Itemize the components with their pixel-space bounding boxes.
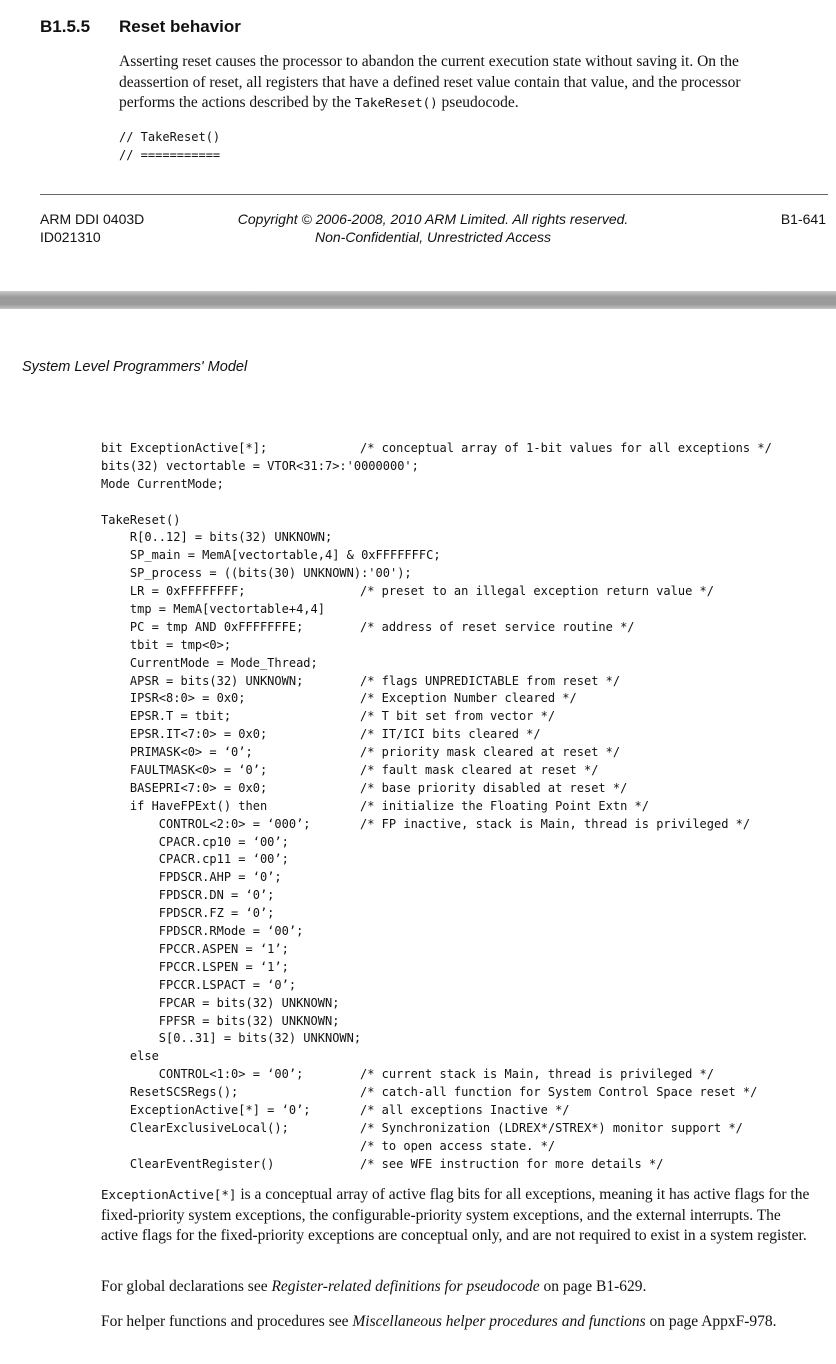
pseudocode-comment: /* base priority disabled at reset */ [360, 780, 628, 795]
pseudocode-line [101, 869, 441, 887]
intro-text-after: pseudocode. [437, 94, 519, 111]
pseudocode-line [101, 1102, 570, 1120]
footer-page-number: B1-641 [780, 211, 826, 227]
pseudocode-line [101, 726, 541, 744]
pseudocode-statement: EPSR.IT<7:0> = 0x0; [101, 727, 268, 742]
pseudocode-statement: R[0..12] = bits(32) UNKNOWN; [101, 530, 333, 545]
pseudocode-statement: tbit = tmp<0>; [101, 637, 232, 652]
pseudocode-statement: FPCCR.LSPACT = ‘0’; [101, 977, 297, 992]
pseudocode-statement: FAULTMASK<0> = ‘0’; [101, 763, 268, 778]
pseudocode-statement: FPCCR.LSPEN = ‘1’; [101, 959, 289, 974]
pseudocode-statement: CONTROL<2:0> = ‘000’; [101, 816, 311, 831]
pseudocode-comment: /* preset to an illegal exception return value */ [360, 584, 715, 599]
pseudocode-line [101, 458, 441, 476]
pseudocode-line [101, 977, 441, 995]
pseudocode-line [101, 512, 441, 530]
pseudocode-line [101, 565, 441, 583]
intro-text-before: Asserting reset causes the processor to abandon the current execution state without saving it. On the deassertion of reset, all registers that have a defined reset value contain that value, and the processor performs the actions described by the [119, 53, 741, 111]
pseudocode-line [101, 547, 441, 565]
pseudocode-statement: tmp = MemA[vectortable+4,4] [101, 602, 325, 617]
chapter-header: System Level Programmers' Model [22, 359, 248, 375]
pseudocode-statement: ClearEventRegister() [101, 1156, 275, 1171]
pseudocode-statement: CPACR.cp10 = ‘00’; [101, 834, 289, 849]
pseudocode-statement: bits(32) vectortable = VTOR<31:7>:'0000000'; [101, 458, 419, 473]
pseudocode-statement: FPDSCR.RMode = ‘00’; [101, 924, 304, 939]
copyright-text: Copyright © 2006-2008, 2010 ARM Limited. All rights reserved. [237, 211, 629, 227]
pseudocode-line [101, 1048, 441, 1066]
pseudocode-comment: /* T bit set from vector */ [360, 709, 556, 724]
doc-sub-id: ID021310 [40, 229, 101, 245]
pseudocode-line [101, 1030, 441, 1048]
pseudocode-line [101, 816, 751, 834]
paragraph-text: is a conceptual array of active flag bits for all exceptions, meaning it has active flags for the fixed-priority system exceptions, the configurable-priority system exceptions, and the external interrupts. The active flags for the fixed-priority exceptions are conceptual only, and are not required to exist in a system register. [101, 1186, 810, 1244]
section-number: B1.5.5 [40, 17, 91, 36]
pseudocode-statement: EPSR.T = tbit; [101, 709, 232, 724]
pseudocode-line [101, 708, 556, 726]
pseudocode-statement: Mode CurrentMode; [101, 476, 224, 491]
pseudocode-statement: FPCCR.ASPEN = ‘1’; [101, 941, 289, 956]
pseudocode-statement: SP_main = MemA[vectortable,4] & 0xFFFFFFFC; [101, 548, 441, 563]
pseudocode-line [101, 851, 441, 869]
pseudocode-statement: SP_process = ((bits(30) UNKNOWN):'00'); [101, 566, 412, 581]
pseudocode-line [101, 637, 441, 655]
pseudocode-statement: bit ExceptionActive[*]; [101, 441, 268, 455]
pseudocode-comment: /* fault mask cleared at reset */ [360, 763, 599, 778]
paragraph-exception-active [101, 1185, 811, 1247]
pseudocode-line [101, 995, 441, 1013]
pseudocode-line [101, 1138, 556, 1156]
pseudocode-line [101, 476, 441, 494]
paragraph-globals [101, 1277, 811, 1298]
pseudocode-line [101, 673, 621, 691]
pseudocode-line [101, 601, 441, 619]
pseudocode-line [101, 834, 441, 852]
pseudocode-statement: ExceptionActive[*] = ‘0’; [101, 1102, 311, 1117]
page-separator [0, 291, 836, 309]
pseudocode-comment: /* FP inactive, stack is Main, thread is privileged */ [360, 816, 751, 831]
pseudocode-comment: /* to open access state. */ [360, 1138, 556, 1153]
pseudocode-comment: /* Exception Number cleared */ [360, 691, 577, 706]
pseudocode-comment: /* conceptual array of 1-bit values for all exceptions */ [360, 441, 772, 455]
pseudocode-comment: /* Synchronization (LDREX*/STREX*) monitor support */ [360, 1120, 743, 1135]
pseudocode-statement: else [101, 1049, 159, 1064]
pseudocode-line [101, 905, 441, 923]
pseudocode-comment: /* address of reset service routine */ [360, 619, 635, 634]
code-snippet-top [119, 128, 220, 164]
pseudocode-statement: FPFSR = bits(32) UNKNOWN; [101, 1013, 340, 1028]
pseudocode-line [101, 887, 441, 905]
pseudocode-comment: /* see WFE instruction for more details */ [360, 1156, 664, 1171]
paragraph-text: For helper functions and procedures see [101, 1313, 353, 1330]
pseudocode-statement: BASEPRI<7:0> = 0x0; [101, 780, 268, 795]
pseudocode-statement: CurrentMode = Mode_Thread; [101, 655, 318, 670]
pseudocode-line [101, 1120, 743, 1138]
pseudocode-line [101, 619, 635, 637]
pseudocode-comment: /* all exceptions Inactive */ [360, 1102, 570, 1117]
pseudocode-statement: TakeReset() [101, 512, 181, 527]
pseudocode-line [101, 1156, 664, 1174]
pseudocode-statement: ResetSCSRegs(); [101, 1085, 239, 1100]
pseudocode-statement: FPCAR = bits(32) UNKNOWN; [101, 995, 340, 1010]
pseudocode-comment: /* priority mask cleared at reset */ [360, 745, 621, 760]
pseudocode-line [101, 529, 441, 547]
paragraph-text: on page B1-629. [539, 1278, 647, 1295]
pseudocode-comment: /* IT/ICI bits cleared */ [360, 727, 541, 742]
pseudocode-statement: FPDSCR.FZ = ‘0’; [101, 906, 275, 921]
pseudocode-line [101, 798, 649, 816]
inline-code: ExceptionActive[*] [101, 1187, 237, 1202]
pseudocode-statement: CONTROL<1:0> = ‘00’; [101, 1067, 304, 1082]
pseudocode-statement: CPACR.cp11 = ‘00’; [101, 852, 289, 867]
footer-copyright [200, 210, 666, 246]
pseudocode-line [101, 494, 441, 512]
pseudocode-line [101, 941, 441, 959]
paragraph-helpers [101, 1312, 811, 1333]
pseudocode-statement: FPDSCR.DN = ‘0’; [101, 888, 275, 903]
pseudocode-comment: /* catch-all function for System Control Space reset */ [360, 1085, 758, 1100]
pseudocode-line [101, 690, 577, 708]
footer-doc-id [40, 210, 144, 246]
pseudocode-statement: LR = 0xFFFFFFFF; [101, 584, 246, 599]
section-title: Reset behavior [119, 17, 241, 36]
confidentiality-text: Non-Confidential, Unrestricted Access [314, 229, 552, 245]
intro-code: TakeReset() [354, 95, 438, 110]
pseudocode-statement: PRIMASK<0> = ‘0’; [101, 745, 253, 760]
footer-divider [40, 194, 828, 195]
intro-paragraph [119, 52, 799, 114]
pseudocode-statement: IPSR<8:0> = 0x0; [101, 691, 246, 706]
pseudocode-statement: ClearExclusiveLocal(); [101, 1120, 289, 1135]
code-line: // TakeReset() [119, 130, 221, 144]
pseudocode-block [101, 440, 772, 1174]
pseudocode-comment: /* current stack is Main, thread is privileged */ [360, 1067, 715, 1082]
pseudocode-comment: /* initialize the Floating Point Extn */ [360, 798, 649, 813]
pseudocode-line [101, 959, 441, 977]
cross-reference-link[interactable]: Miscellaneous helper procedures and functions [352, 1313, 646, 1330]
paragraph-text: on page AppxF-978. [645, 1313, 777, 1330]
pseudocode-statement: S[0..31] = bits(32) UNKNOWN; [101, 1031, 362, 1046]
pseudocode-line [101, 762, 599, 780]
pseudocode-statement: APSR = bits(32) UNKNOWN; [101, 673, 304, 688]
pseudocode-line [101, 440, 772, 458]
pseudocode-line [101, 655, 441, 673]
pseudocode-comment: /* flags UNPREDICTABLE from reset */ [360, 673, 621, 688]
pseudocode-statement: PC = tmp AND 0xFFFFFFFE; [101, 619, 304, 634]
code-line: // =========== [119, 148, 221, 162]
cross-reference-link[interactable]: Register-related definitions for pseudocode [271, 1278, 540, 1295]
pseudocode-line [101, 1084, 758, 1102]
doc-id: ARM DDI 0403D [40, 211, 145, 227]
pseudocode-line [101, 583, 715, 601]
pseudocode-line [101, 780, 628, 798]
pseudocode-line [101, 923, 441, 941]
pseudocode-line [101, 744, 621, 762]
pseudocode-statement: FPDSCR.AHP = ‘0’; [101, 870, 282, 885]
pseudocode-statement: if HaveFPExt() then [101, 798, 268, 813]
pseudocode-line [101, 1066, 715, 1084]
paragraph-text: For global declarations see [101, 1278, 272, 1295]
pseudocode-line [101, 1013, 441, 1031]
